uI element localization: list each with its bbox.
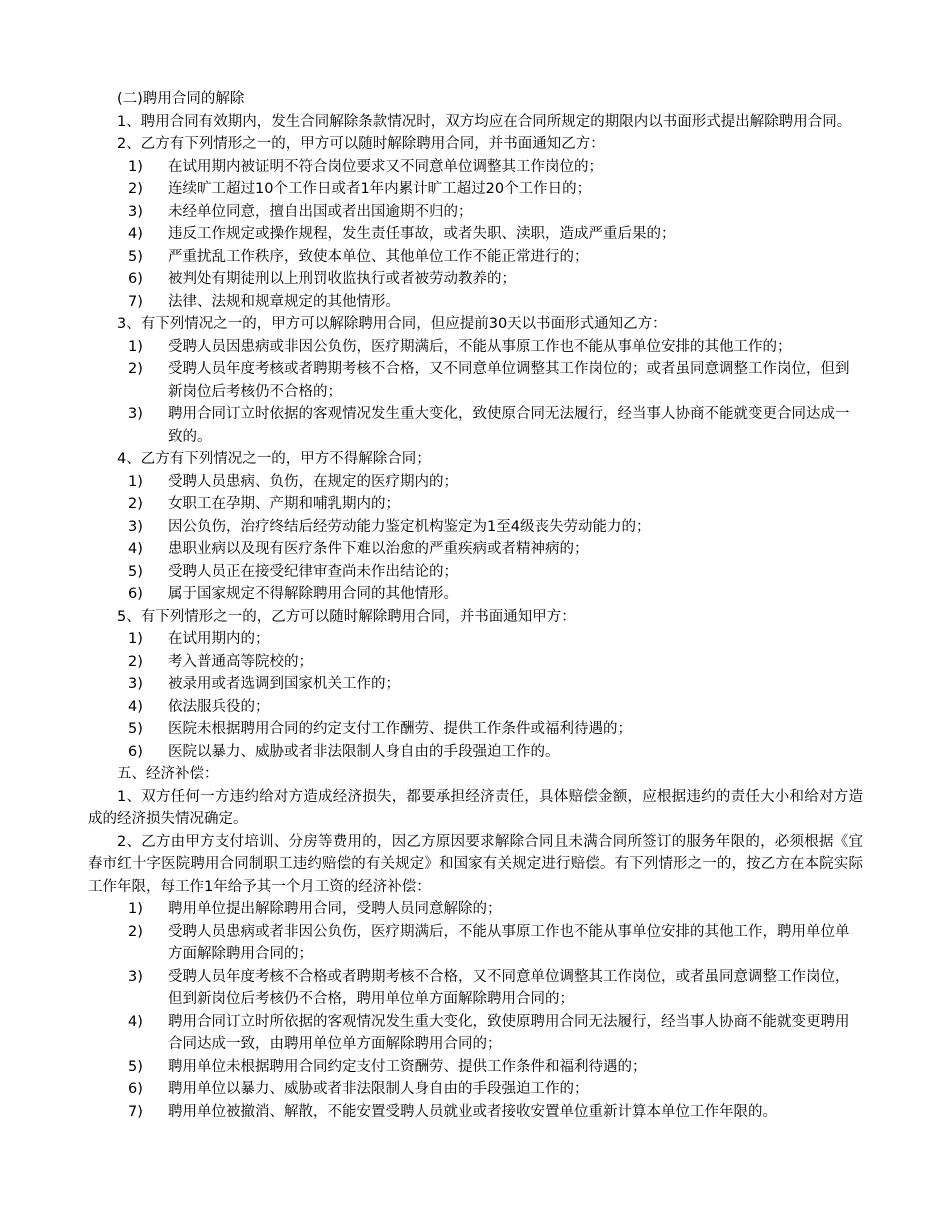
- list-item-number: 1): [128, 338, 143, 355]
- list-item: [88, 966, 863, 1011]
- numbered-list: [88, 471, 863, 606]
- list-item-number: 3): [128, 518, 143, 535]
- list-item-number: 5): [128, 563, 143, 580]
- list-item: [88, 673, 863, 696]
- list-item: [88, 921, 863, 966]
- list-item: [88, 268, 863, 291]
- list-item-text: 受聘人员因患病或非因公负伤，医疗期满后，不能从事原工作也不能从事单位安排的其他工作的；: [168, 338, 792, 355]
- list-item: [88, 583, 863, 606]
- list-item-text: 聘用合同订立时所依据的客观情况发生重大变化，致使原聘用合同无法履行，经当事人协商不能就变更聘用合同达成一致，由聘用单位单方面解除聘用合同的；: [168, 1013, 850, 1052]
- list-item-number: 6): [128, 271, 143, 287]
- list-item: [88, 741, 863, 764]
- paragraph: 5、有下列情形之一的，乙方可以随时解除聘用合同，并书面通知甲方：: [117, 608, 576, 625]
- list-item-number: 6): [128, 743, 143, 760]
- numbered-list: [88, 156, 863, 314]
- list-item: [88, 516, 863, 539]
- paragraph: 4、乙方有下列情况之一的，甲方不得解除合同；: [117, 451, 431, 467]
- list-item: [88, 1056, 863, 1079]
- list-item-text: 法律、法规和规章规定的其他情形。: [168, 293, 400, 310]
- list-item-number: 1): [128, 631, 143, 647]
- list-item-text: 医院以暴力、威胁或者非法限制人身自由的手段强迫工作的。: [168, 743, 560, 760]
- list-item: [88, 358, 863, 403]
- list-item-text: 患职业病以及现有医疗条件下难以治愈的严重疾病或者精神病的；: [168, 541, 589, 557]
- list-item-number: 4): [128, 1013, 143, 1030]
- numbered-list: [88, 898, 863, 1123]
- paragraph: 1、聘用合同有效期内，发生合同解除条款情况时，双方均应在合同所规定的期限内以书面形式提出解除聘用合同。: [117, 113, 852, 130]
- document-page: [88, 88, 863, 1123]
- list-item-text: 聘用单位以暴力、威胁或者非法限制人身自由的手段强迫工作的；: [168, 1081, 589, 1097]
- list-item-text: 受聘人员患病或者非因公负伤，医疗期满后，不能从事原工作也不能从事单位安排的其他工作，聘用单位单方面解除聘用合同的；: [168, 923, 850, 962]
- list-item: [88, 493, 863, 516]
- list-item-text: 属于国家规定不得解除聘用合同的其他情形。: [168, 586, 458, 602]
- list-item-text: 考入普通高等院校的；: [168, 653, 313, 670]
- list-item-text: 聘用单位未根据聘用合同约定支付工资酬劳、提供工作条件和福利待遇的；: [168, 1058, 647, 1075]
- list-item-number: 3): [128, 968, 143, 985]
- list-item-text: 聘用单位提出解除聘用合同，受聘人员同意解除的；: [168, 901, 502, 917]
- list-item-text: 被判处有期徒刑以上刑罚收监执行或者被劳动教养的；: [168, 271, 516, 287]
- paragraph: 3、有下列情况之一的，甲方可以解除聘用合同，但应提前30天以书面形式通知乙方：: [117, 316, 667, 332]
- list-item-number: 2): [128, 361, 143, 377]
- list-item: [88, 223, 863, 246]
- list-item-text: 女职工在孕期、产期和哺乳期内的；: [168, 496, 400, 512]
- paragraph: 2、乙方有下列情形之一的，甲方可以随时解除聘用合同，并书面通知乙方：: [117, 136, 605, 152]
- list-item-text: 聘用合同订立时依据的客观情况发生重大变化，致使原合同无法履行，经当事人协商不能就变更合同达成一致的。: [168, 406, 850, 445]
- list-item-text: 未经单位同意，擅自出国或者出国逾期不归的；: [168, 203, 473, 220]
- list-item-number: 2): [128, 181, 143, 197]
- list-item-number: 3): [128, 676, 143, 692]
- list-item-number: 3): [128, 203, 143, 220]
- list-item-number: 6): [128, 1081, 143, 1097]
- list-item-number: 1): [128, 158, 143, 175]
- list-item-text: 医院未根据聘用合同的约定支付工作酬劳、提供工作条件或福利待遇的；: [168, 721, 632, 737]
- list-item-number: 1): [128, 473, 143, 490]
- list-item-number: 2): [128, 923, 143, 940]
- list-item-text: 受聘人员患病、负伤，在规定的医疗期内的；: [168, 473, 458, 490]
- list-item-text: 在试用期内被证明不符合岗位要求又不同意单位调整其工作岗位的；: [168, 158, 603, 175]
- list-item-text: 依法服兵役的；: [168, 698, 270, 715]
- list-item: [88, 403, 863, 448]
- list-item: [88, 1101, 863, 1124]
- list-item: [88, 898, 863, 921]
- list-item-text: 连续旷工超过10个工作日或者1年内累计旷工超过20个工作日的；: [168, 181, 592, 197]
- list-item-number: 5): [128, 1058, 143, 1075]
- list-item: [88, 471, 863, 494]
- list-item-number: 6): [128, 586, 143, 602]
- list-item-text: 违反工作规定或操作规程，发生责任事故，或者失职、渎职，造成严重后果的；: [168, 226, 676, 242]
- list-item: [88, 156, 863, 179]
- list-item: [88, 291, 863, 314]
- numbered-list: [88, 336, 863, 449]
- list-item-number: 4): [128, 226, 143, 242]
- list-item-number: 5): [128, 721, 143, 737]
- list-item: [88, 201, 863, 224]
- list-item: [88, 718, 863, 741]
- list-item-text: 受聘人员年度考核不合格或者聘期考核不合格，又不同意单位调整其工作岗位，或者虽同意调整工作岗位，但到新岗位后考核仍不合格，聘用单位单方面解除聘用合同的；: [168, 968, 850, 1007]
- list-item: [88, 1011, 863, 1056]
- list-item: [88, 628, 863, 651]
- list-item-text: 聘用单位被撤消、解散，不能安置受聘人员就业或者接收安置单位重新计算本单位工作年限的。: [168, 1103, 777, 1120]
- list-item: [88, 538, 863, 561]
- list-item-number: 5): [128, 248, 143, 265]
- list-item: [88, 246, 863, 269]
- list-item-text: 受聘人员正在接受纪律审查尚未作出结论的；: [168, 563, 458, 580]
- list-item: [88, 651, 863, 674]
- numbered-list: [88, 628, 863, 763]
- list-item-number: 1): [128, 901, 143, 917]
- section-heading: (二)聘用合同的解除: [117, 91, 245, 107]
- list-item: [88, 1078, 863, 1101]
- paragraph: 2、乙方由甲方支付培训、分房等费用的，因乙方原因要求解除合同且未满合同所签订的服务年限的，必须根据《宜春市红十字医院聘用合同制职工违约赔偿的有关规定》和国家有关规定进行赔偿。有下列情形之一的，按乙方在本院实际工作年限，每工作1年给予其一个月工资的经济补偿：: [88, 833, 863, 895]
- list-item: [88, 696, 863, 719]
- list-item: [88, 561, 863, 584]
- list-item-text: 严重扰乱工作秩序，致使本单位、其他单位工作不能正常进行的；: [168, 248, 589, 265]
- list-item-number: 7): [128, 293, 143, 310]
- list-item-text: 被录用或者选调到国家机关工作的；: [168, 676, 400, 692]
- section-heading: 五、经济补偿：: [117, 766, 219, 782]
- list-item-number: 3): [128, 406, 143, 422]
- list-item: [88, 336, 863, 359]
- list-item-number: 2): [128, 653, 143, 670]
- list-item-text: 受聘人员年度考核或者聘期考核不合格，又不同意单位调整其工作岗位的；或者虽同意调整工作岗位，但到新岗位后考核仍不合格的；: [168, 361, 850, 400]
- list-item-text: 因公负伤，治疗终结后经劳动能力鉴定机构鉴定为1至4级丧失劳动能力的；: [168, 518, 651, 535]
- list-item-text: 在试用期内的；: [168, 631, 270, 647]
- list-item-number: 7): [128, 1103, 143, 1120]
- paragraph: 1、双方任何一方违约给对方造成经济损失，都要承担经济责任，具体赔偿金额，应根据违约的责任大小和给对方造成的经济损失情况确定。: [88, 788, 863, 827]
- list-item-number: 4): [128, 698, 143, 715]
- list-item-number: 4): [128, 541, 143, 557]
- list-item: [88, 178, 863, 201]
- list-item-number: 2): [128, 496, 143, 512]
